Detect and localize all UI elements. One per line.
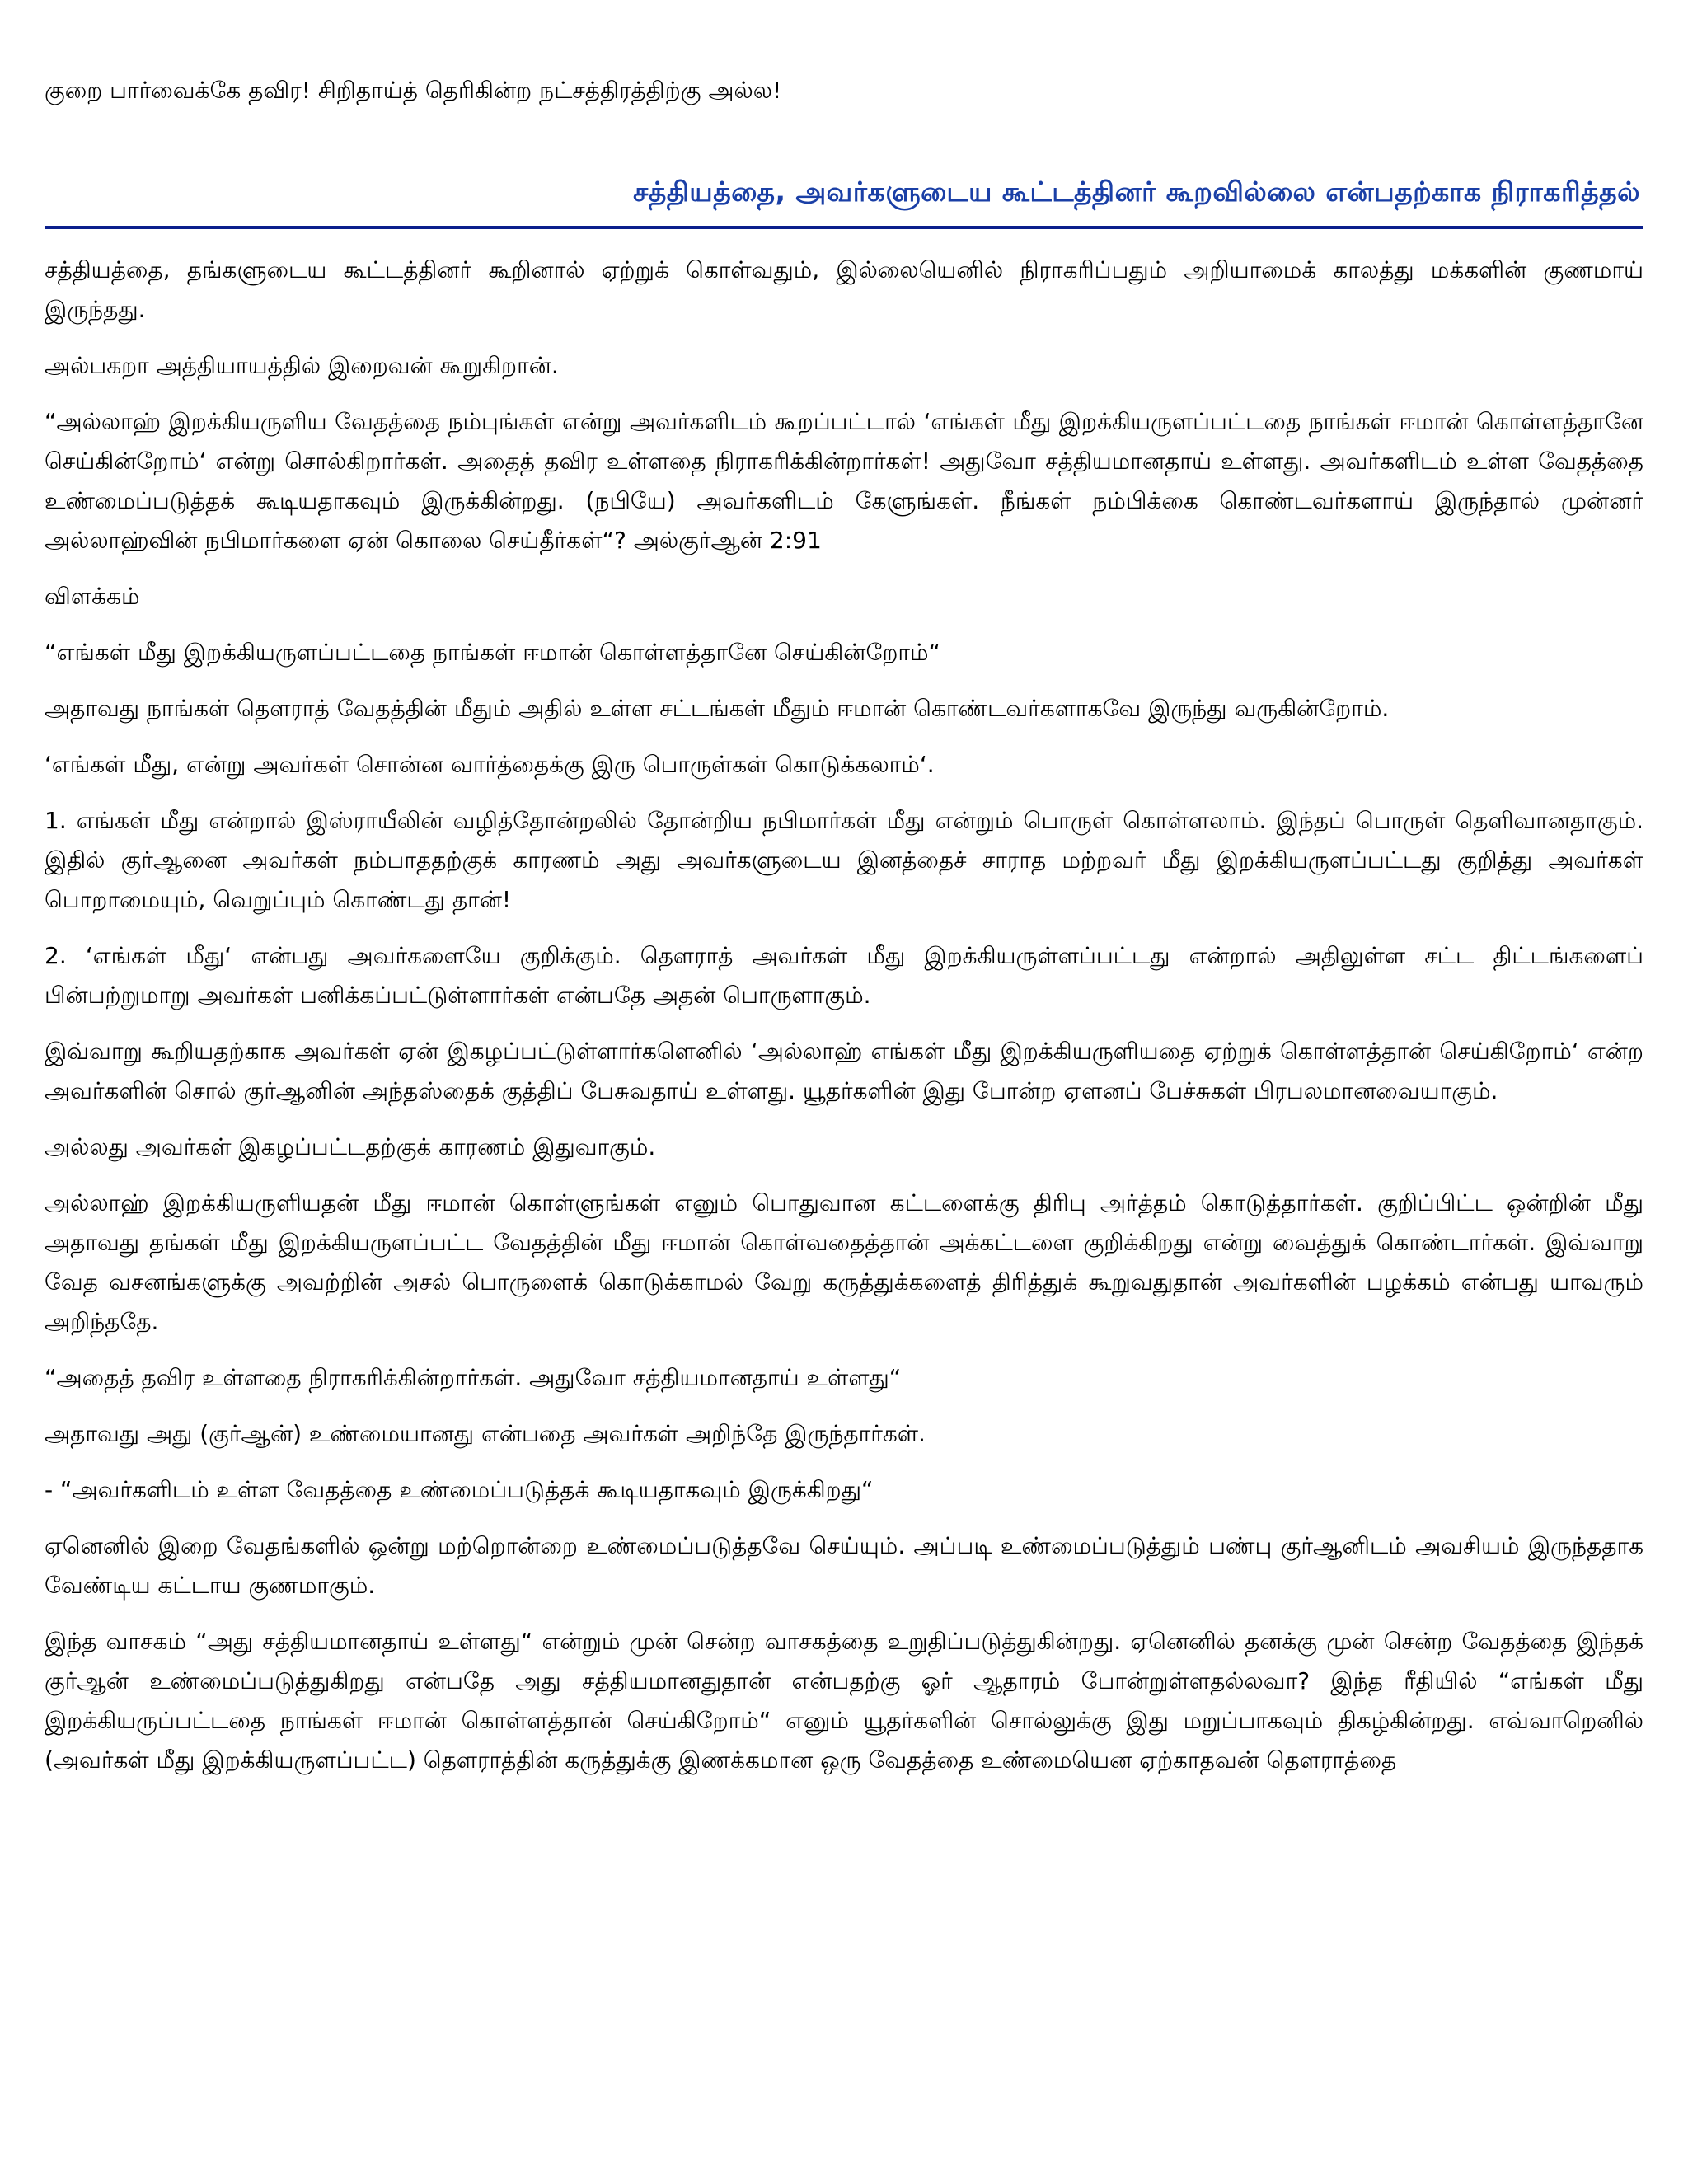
numbered-point-2: 2. ‘எங்கள் மீது‘ என்பது அவர்களையே குறிக்கும். தௌராத் அவர்கள் மீது இறக்கியருள்ளப்பட்டது என்றால் அதிலுள்ள சட்ட திட்டங்களைப் பின்பற்றுமாறு அவர்கள் பனிக்கப்பட்டுள்ளார்கள் என்பதே அதன் பொருளாகும். (45, 942, 1644, 1009)
paragraph-6: அதாவது நாங்கள் தௌராத் வேதத்தின் மீதும் அதில் உள்ள சட்டங்கள் மீதும் ஈமான் கொண்டவர்களாகவே இருந்து வருகின்றோம். (45, 695, 1390, 722)
quote-line-1: “எங்கள் மீது இறக்கியருளப்பட்டதை நாங்கள் ஈமான் கொள்ளத்தானே செய்கின்றோம்“ (45, 639, 941, 666)
paragraph-1: சத்தியத்தை, தங்களுடைய கூட்டத்தினர் கூறினால் ஏற்றுக் கொள்வதும், இல்லையெனில் நிராகரிப்பதும் அறியாமைக் காலத்து மக்களின் குணமாய் இருந்தது. (45, 256, 1643, 323)
top-line: குறை பார்வைக்கே தவிர! சிறிதாய்த் தெரிகின்ற நட்சத்திரத்திற்கு அல்ல! (45, 77, 782, 104)
quran-quote-paragraph: “அல்லாஹ் இறக்கியருளிய வேதத்தை நம்புங்கள் என்று அவர்களிடம் கூறப்பட்டால் ‘எங்கள் மீது இறக்கியருளப்பட்டதை நாங்கள் ஈமான் கொள்ளத்தானே செய்கின்றோம்‘ என்று சொல்கிறார்கள். அதைத் தவிர உள்ளதை நிராகரிக்கின்றார்கள்! அதுவோ சத்தியமானதாய் உள்ளது. அவர்களிடம் உள்ள வேதத்தை உண்மைப்படுத்தக் கூடியதாகவும் இருக்கின்றது. (நபியே) அவர்களிடம் கேளுங்கள். நீங்கள் நம்பிக்கை கொண்டவர்களாய் இருந்தால் முன்னர் அல்லாஹ்வின் நபிமார்களை ஏன் கொலை செய்தீர்கள்“? அல்குர்ஆன் 2:91 (45, 408, 1644, 554)
paragraph-2: அல்பகறா அத்தியாயத்தில் இறைவன் கூறுகிறான். (45, 352, 559, 379)
paragraph-14: அதாவது அது (குர்ஆன்) உண்மையானது என்பதை அவர்கள் அறிந்தே இருந்தார்கள். (45, 1420, 926, 1447)
quote-line-2: “அதைத் தவிர உள்ளதை நிராகரிக்கின்றார்கள். அதுவோ சத்தியமானதாய் உள்ளது“ (45, 1364, 902, 1391)
paragraph-7: ‘எங்கள் மீது, என்று அவர்கள் சொன்ன வார்த்தைக்கு இரு பொருள்கள் கொடுக்கலாம்‘. (45, 751, 935, 778)
document-page (45, 74, 1643, 1797)
explanation-label: விளக்கம் (45, 583, 140, 610)
body-text (45, 251, 1643, 1780)
numbered-point-1: 1. எங்கள் மீது என்றால் இஸ்ராயீலின் வழித்தோன்றலில் தோன்றிய நபிமார்கள் மீது என்றும் பொருள் கொள்ளலாம். இந்தப் பொருள் தெளிவானதாகும். இதில் குர்ஆனை அவர்கள் நம்பாததற்குக் காரணம் அது அவர்களுடைய இனத்தைச் சாராத மற்றவர் மீது இறக்கியருளப்பட்டது குறித்து அவர்கள் பொறாமையும், வெறுப்பும் கொண்டது தான்! (45, 807, 1643, 913)
paragraph-17: இந்த வாசகம் “அது சத்தியமானதாய் உள்ளது“ என்றும் முன் சென்ற வாசகத்தை உறுதிப்படுத்துகின்றது. ஏனெனில் தனக்கு முன் சென்ற வேதத்தை இந்தக் குர்ஆன் உண்மைப்படுத்துகிறது என்பதே அது சத்தியமானதுதான் என்பதற்கு ஓர் ஆதாரம் போன்றுள்ளதல்லவா? இந்த ரீதியில் “எங்கள் மீது இறக்கியருப்பட்டதை நாங்கள் ஈமான் கொள்ளத்தான் செய்கிறோம்“ எனும் யூதர்களின் சொல்லுக்கு இது மறுப்பாகவும் திகழ்கின்றது. எவ்வாறெனில் (அவர்கள் மீது இறக்கியருளப்பட்ட) தௌராத்தின் கருத்துக்கு இணக்கமான ஒரு வேதத்தை உண்மையென ஏற்காதவன் தௌராத்தை (45, 1628, 1643, 1774)
quote-line-3: - “அவர்களிடம் உள்ள வேதத்தை உண்மைப்படுத்தக் கூடியதாகவும் இருக்கிறது“ (45, 1476, 874, 1503)
paragraph-16: ஏனெனில் இறை வேதங்களில் ஒன்று மற்றொன்றை உண்மைப்படுத்தவே செய்யும். அப்படி உண்மைப்படுத்தும் பண்பு குர்ஆனிடம் அவசியம் இருந்ததாக வேண்டிய கட்டாய குணமாகும். (45, 1532, 1643, 1599)
section-heading: சத்தியத்தை, அவர்களுடைய கூட்டத்தினர் கூறவில்லை என்பதற்காக நிராகரித்தல் (633, 176, 1640, 208)
paragraph-11: அல்லது அவர்கள் இகழப்பட்டதற்குக் காரணம் இதுவாகும். (45, 1133, 656, 1160)
heading-divider (45, 226, 1643, 229)
paragraph-12: அல்லாஹ் இறக்கியருளியதன் மீது ஈமான் கொள்ளுங்கள் எனும் பொதுவான கட்டளைக்கு திரிபு அர்த்தம் கொடுத்தார்கள். குறிப்பிட்ட ஒன்றின் மீது அதாவது தங்கள் மீது இறக்கியருளப்பட்ட வேதத்தின் மீது ஈமான் கொள்வதைத்தான் அக்கட்டளை குறிக்கிறது என்று வைத்துக் கொண்டார்கள். இவ்வாறு வேத வசனங்களுக்கு அவற்றின் அசல் பொருளைக் கொடுக்காமல் வேறு கருத்துக்களைத் திரித்துக் கூறுவதுதான் அவர்களின் பழக்கம் என்பது யாவரும் அறிந்ததே. (45, 1189, 1643, 1335)
paragraph-10: இவ்வாறு கூறியதற்காக அவர்கள் ஏன் இகழப்பட்டுள்ளார்களெனில் ‘அல்லாஹ் எங்கள் மீது இறக்கியருளியதை ஏற்றுக் கொள்ளத்தான் செய்கிறோம்‘ என்ற அவர்களின் சொல் குர்ஆனின் அந்தஸ்தைக் குத்திப் பேசுவதாய் உள்ளது. யூதர்களின் இது போன்ற ஏளனப் பேச்சுகள் பிரபலமானவையாகும். (45, 1038, 1643, 1104)
